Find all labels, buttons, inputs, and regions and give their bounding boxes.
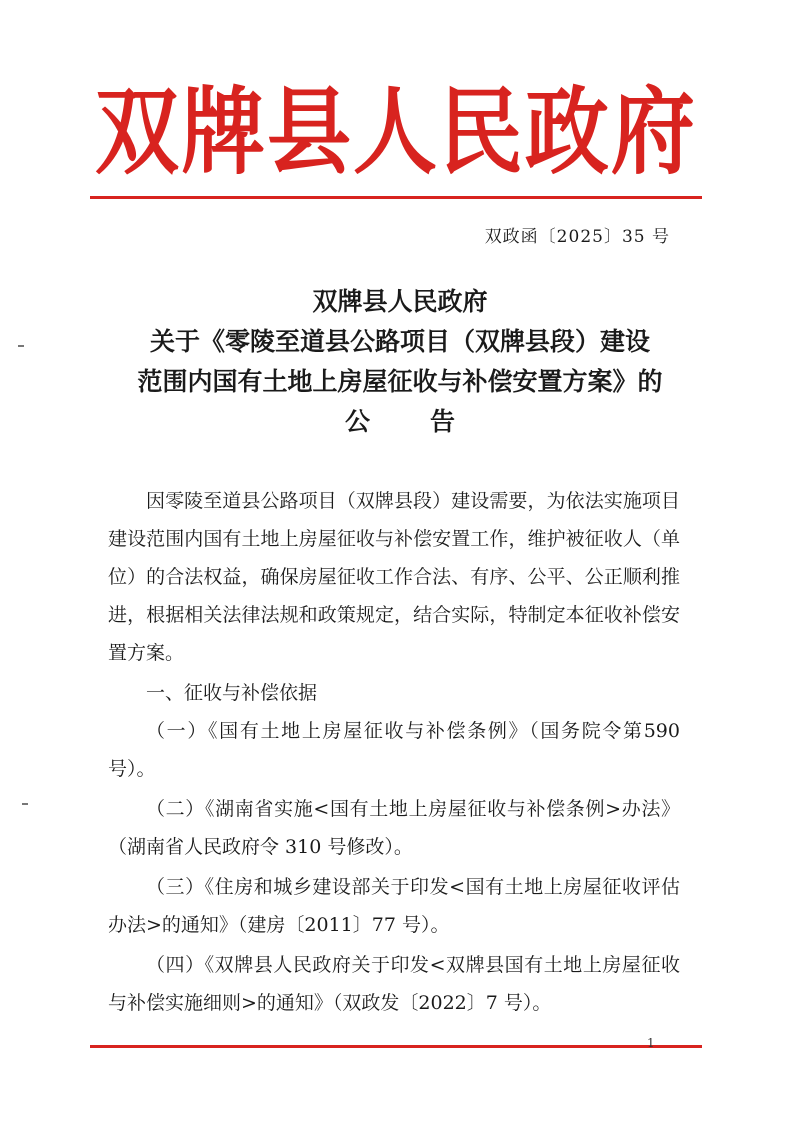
page-number: 1: [647, 1036, 655, 1050]
header-char: 双: [95, 76, 180, 187]
section-heading: 一、征收与补偿依据: [146, 682, 318, 704]
document-title: [80, 282, 720, 442]
scan-mark: [18, 345, 24, 347]
document-body: [108, 482, 680, 1024]
title-line-2: 关于《零陵至道县公路项目（双牌县段）建设: [149, 327, 650, 356]
document-number: 双政函〔2025〕35 号: [484, 227, 670, 247]
header-char: 县: [266, 76, 351, 187]
title-line-1: 双牌县人民政府: [312, 287, 488, 316]
intro-paragraph: 因零陵至道县公路项目（双牌县段）建设需要，为依法实施项目建设范围内国有土地上房屋征收与补偿安置工作，维护被征收人（单位）的合法权益，确保房屋征收工作合法、有序、公平、公正顺利推进，根据相关法律法规和政策规定，结合实际，特制定本征收补偿安置方案。: [108, 490, 680, 664]
title-line-4: 公告: [344, 407, 515, 436]
basis-item: （二）《湖南省实施<国有土地上房屋征收与补偿条例>办法》（湖南省人民政府令 310 号修改）。: [108, 798, 680, 858]
scan-mark: [22, 803, 28, 805]
header-char: 人: [352, 76, 437, 187]
header-char: 府: [610, 76, 695, 187]
header-char: 民: [438, 76, 523, 187]
header-red-rule: [90, 196, 702, 199]
basis-item: （三）《住房和城乡建设部关于印发<国有土地上房屋征收评估办法>的通知》（建房〔2011〕77 号）。: [108, 876, 680, 936]
basis-item: （四）《双牌县人民政府关于印发<双牌县国有土地上房屋征收与补偿实施细则>的通知》（双政发〔2022〕7 号）。: [108, 954, 680, 1014]
footer-red-rule: [90, 1045, 702, 1048]
title-line-3: 范围内国有土地上房屋征收与补偿安置方案》的: [137, 367, 663, 396]
document-header-org-name: [95, 72, 695, 192]
header-char: 政: [524, 76, 609, 187]
basis-item: （一）《国有土地上房屋征收与补偿条例》（国务院令第590号）。: [108, 720, 680, 780]
header-char: 牌: [180, 76, 265, 187]
